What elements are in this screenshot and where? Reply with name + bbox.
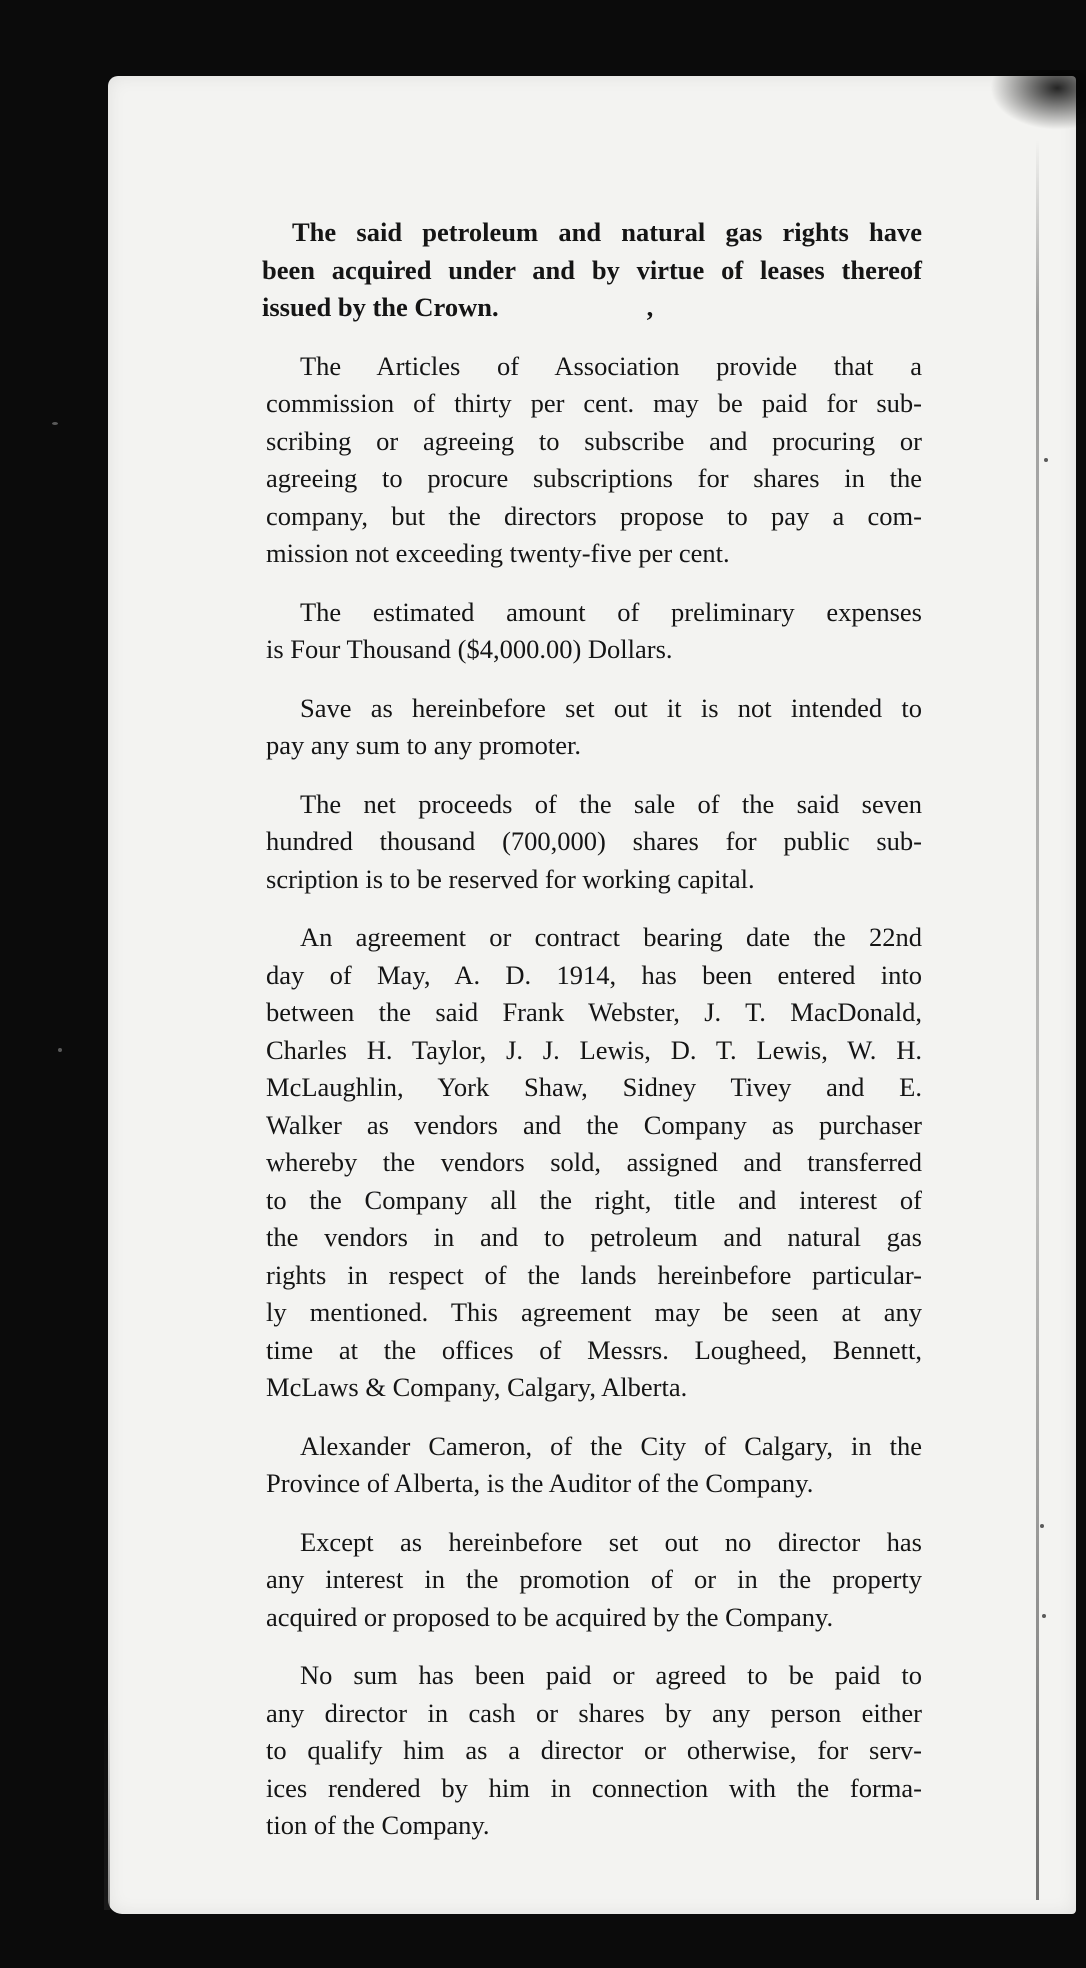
paragraph-agreement <box>232 919 922 1407</box>
paragraph-net-proceeds <box>232 786 922 899</box>
text-line: the vendors in and to petroleum and natural gas <box>266 1222 922 1252</box>
text-line: tion of the Company. <box>266 1810 490 1840</box>
text-line: Province of Alberta, is the Auditor of the Company. <box>266 1468 814 1498</box>
text-line: The Articles of Association provide that a <box>300 350 922 381</box>
text-line: ices rendered by him in connection with the forma- <box>266 1772 922 1803</box>
paragraph-auditor <box>232 1428 922 1503</box>
text-line-with-mark <box>232 289 922 327</box>
text-line: The net proceeds of the sale of the said seven <box>300 788 922 819</box>
text-line: The said petroleum and natural gas rights have <box>292 217 922 247</box>
scan-corner-shadow <box>990 70 1086 130</box>
text-line: agreeing to procure subscriptions for shares in the <box>266 463 922 493</box>
text-line: Except as hereinbefore set out no director has <box>300 1526 922 1557</box>
text-line: McLaughlin, York Shaw, Sidney Tivey and E. <box>266 1072 922 1102</box>
text-line: scribing or agreeing to subscribe and procuring or <box>266 425 922 456</box>
text-line: Save as hereinbefore set out it is not intended to <box>300 692 922 723</box>
paragraph-no-sum-paid <box>232 1657 922 1845</box>
text-line: is Four Thousand ($4,000.00) Dollars. <box>266 634 673 664</box>
text-line: to qualify him as a director or otherwise, for serv- <box>266 1735 922 1765</box>
paragraph-crown-leases <box>232 214 922 327</box>
text-line: scription is to be reserved for working capital. <box>266 863 755 894</box>
paragraph-director-interest <box>232 1524 922 1637</box>
text-line: hundred thousand (700,000) shares for public sub- <box>266 826 922 856</box>
text-line: Alexander Cameron, of the City of Calgary, in the <box>300 1430 922 1461</box>
text-line: The estimated amount of preliminary expenses <box>300 596 922 627</box>
text-line: ly mentioned. This agreement may be seen at any <box>266 1297 922 1327</box>
text-line: issued by the Crown. <box>262 292 499 322</box>
text-line: Walker as vendors and the Company as purchaser <box>266 1109 922 1140</box>
text-line: acquired or proposed to be acquired by the Company. <box>266 1601 834 1632</box>
text-line: between the said Frank Webster, J. T. MacDonald, <box>266 997 922 1027</box>
text-line: to the Company all the right, title and interest of <box>266 1184 922 1215</box>
text-line: been acquired under and by virtue of leases thereof <box>262 254 922 285</box>
scan-speck <box>1040 1524 1044 1528</box>
text-line: company, but the directors propose to pay a com- <box>266 500 922 531</box>
text-line: any interest in the promotion of or in the property <box>266 1564 922 1594</box>
text-line: day of May, A. D. 1914, has been entered into <box>266 959 922 990</box>
paragraph-commission <box>232 348 922 573</box>
text-line: time at the offices of Messrs. Lougheed, Bennett, <box>266 1334 922 1365</box>
text-line: pay any sum to any promoter. <box>266 730 581 760</box>
page-edge-shadow <box>104 1700 110 1910</box>
text-line: any director in cash or shares by any person either <box>266 1697 922 1728</box>
page-fold-line <box>1036 140 1039 1900</box>
stray-mark: , <box>646 292 654 322</box>
text-line: whereby the vendors sold, assigned and transferred <box>266 1147 922 1177</box>
paragraph-promoter <box>232 690 922 765</box>
text-line: commission of thirty per cent. may be paid for sub- <box>266 388 922 418</box>
text-line: Charles H. Taylor, J. J. Lewis, D. T. Lewis, W. H. <box>266 1034 922 1065</box>
text-line: mission not exceeding twenty-five per cent. <box>266 538 730 568</box>
scan-speck <box>52 422 58 425</box>
scan-speck <box>1044 458 1048 462</box>
text-line: McLaws & Company, Calgary, Alberta. <box>266 1372 688 1402</box>
document-text <box>232 214 922 1866</box>
text-line: No sum has been paid or agreed to be paid to <box>300 1660 922 1690</box>
scan-speck <box>58 1048 62 1052</box>
scan-speck <box>1042 1614 1046 1618</box>
text-line: An agreement or contract bearing date the 22nd <box>300 922 922 952</box>
paragraph-preliminary-expenses <box>232 594 922 669</box>
text-line: rights in respect of the lands hereinbefore particular- <box>266 1259 922 1290</box>
